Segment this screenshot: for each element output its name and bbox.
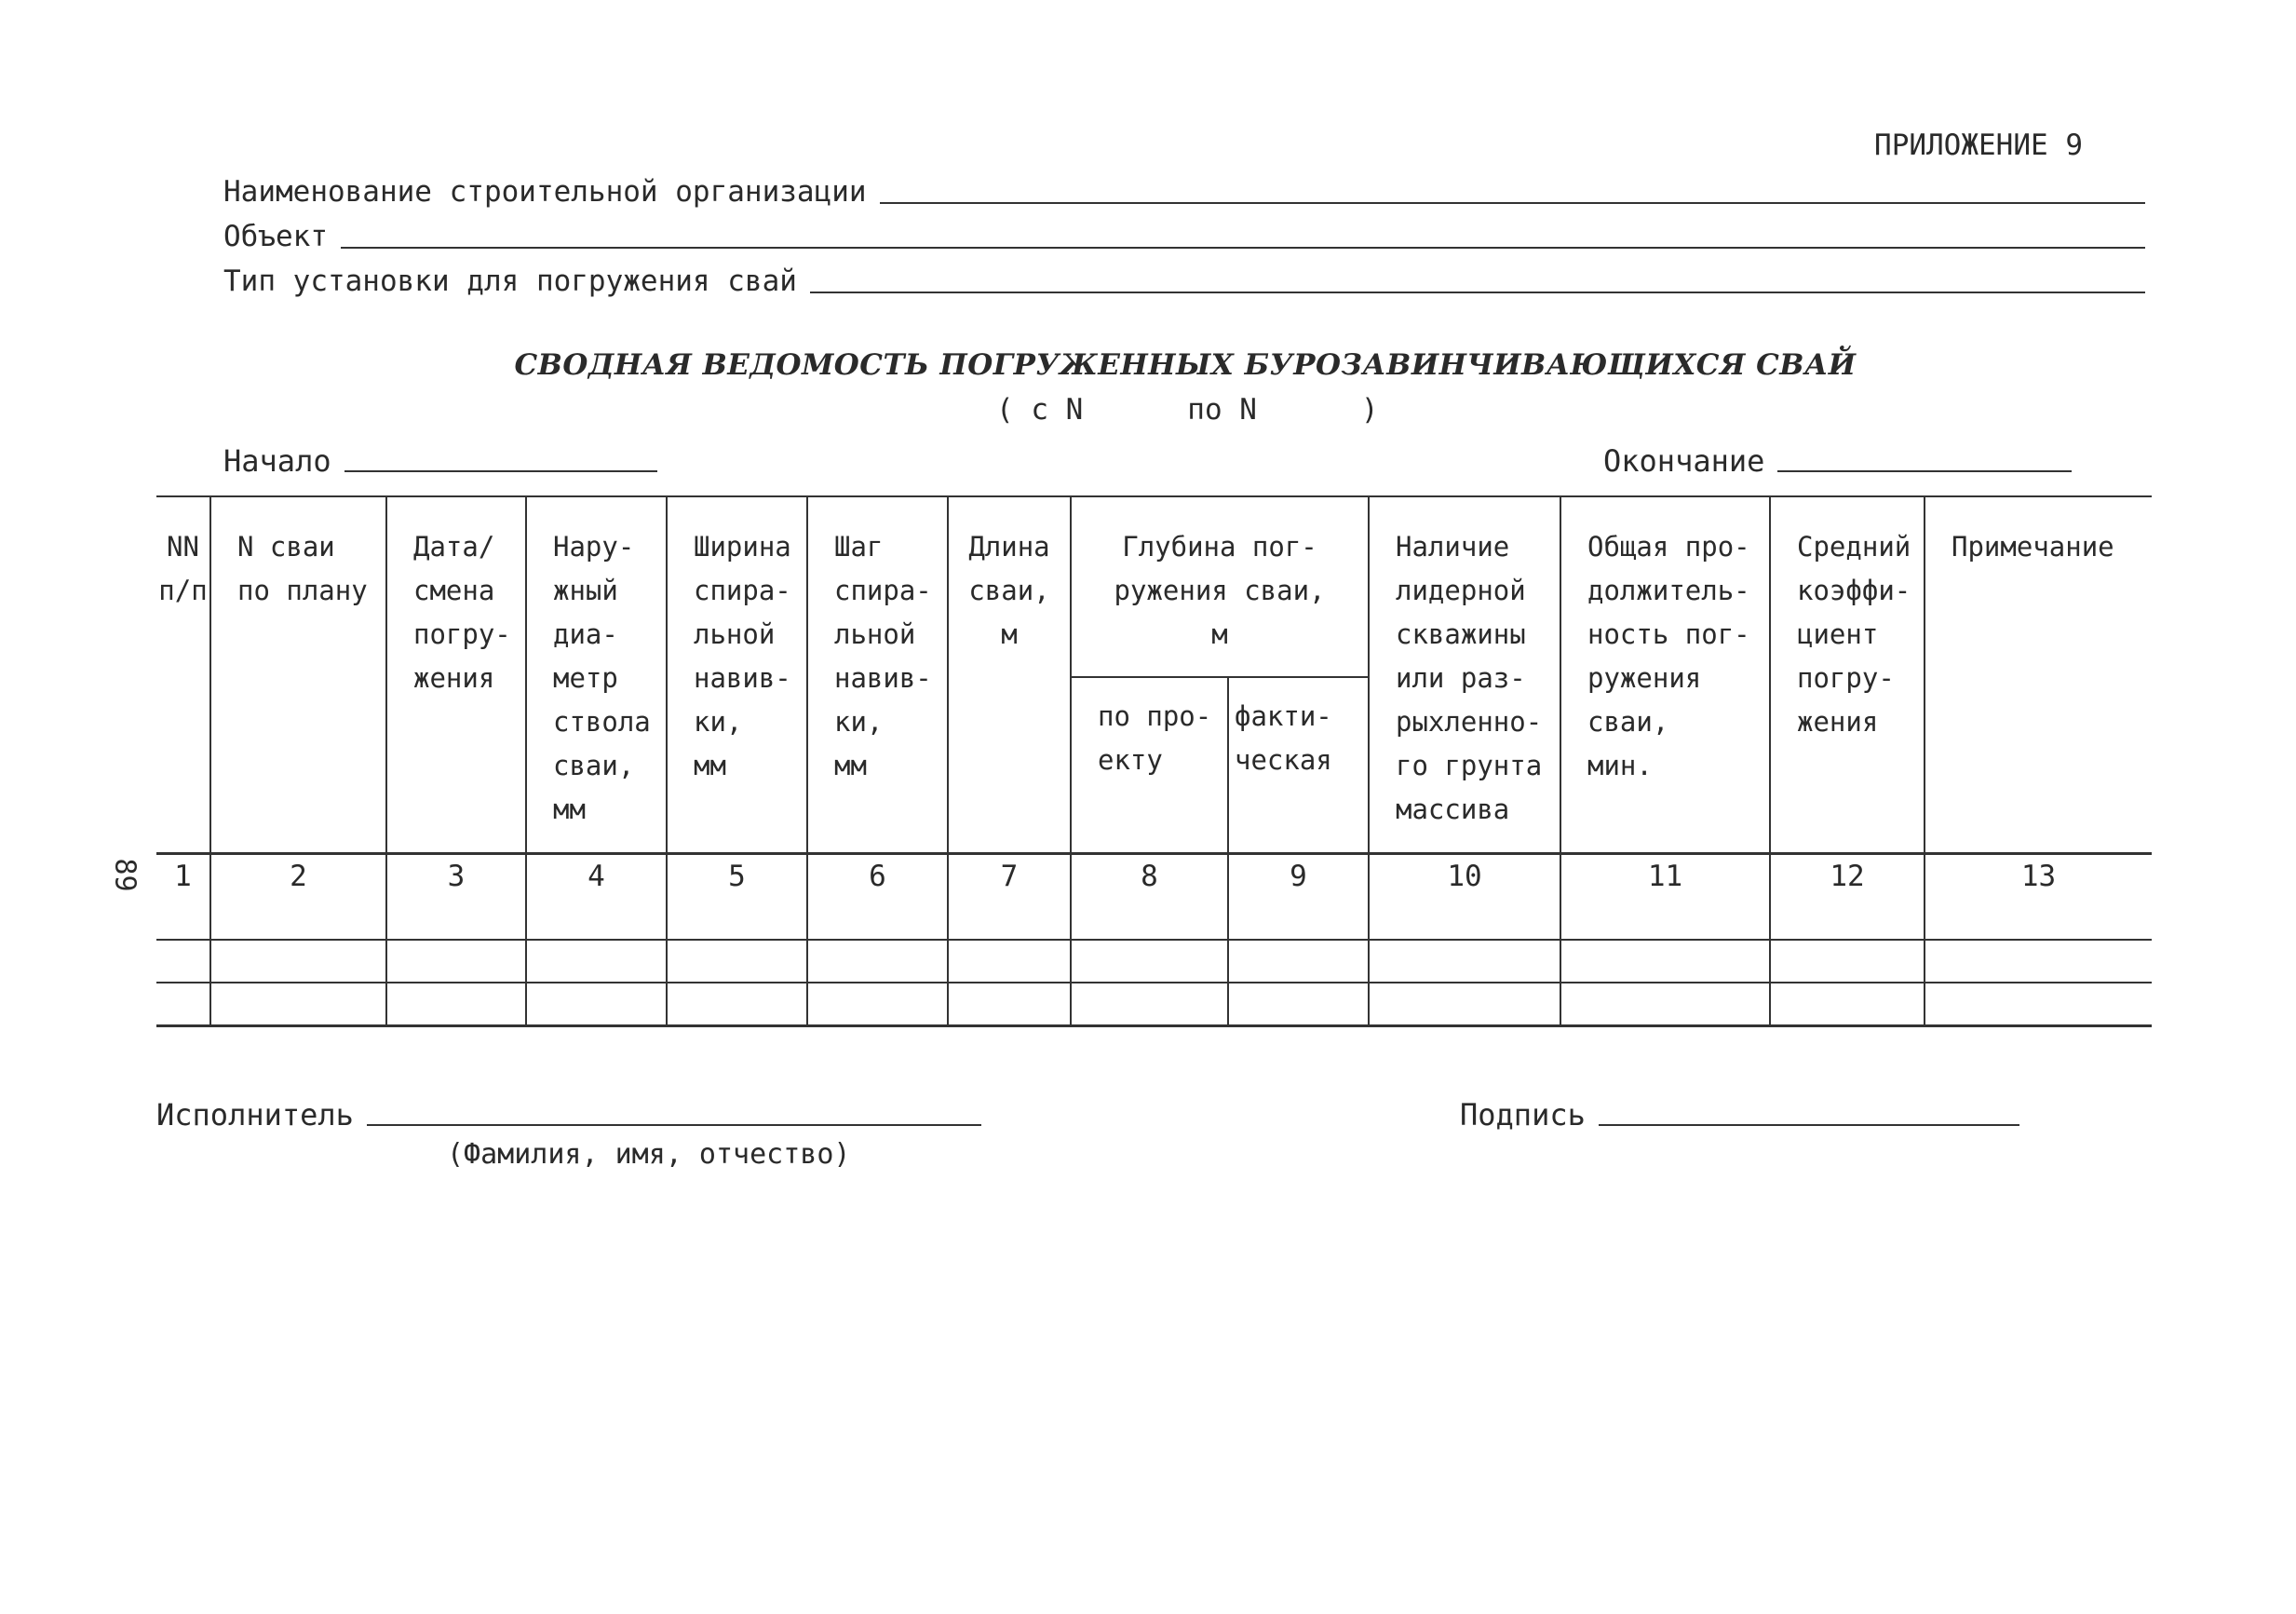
column-number: 13 [1925, 854, 2152, 941]
executor-line [367, 1124, 981, 1126]
organization-field [223, 170, 2145, 210]
signature-label: Подпись [1460, 1097, 1586, 1133]
column-number: 9 [1228, 854, 1369, 941]
table-cell[interactable] [807, 983, 948, 1026]
table-cell[interactable] [1560, 983, 1770, 1026]
table-cell[interactable] [807, 940, 948, 983]
header-cell: NN п/п [156, 496, 210, 854]
header-cell: Средний коэффи- циент погру- жения [1770, 496, 1925, 854]
header-cell: Общая про- должитель- ность пог- ружения сваи, мин. [1560, 496, 1770, 854]
column-number: 11 [1560, 854, 1770, 941]
rig-type-line [810, 292, 2145, 293]
column-number: 10 [1369, 854, 1560, 941]
rig-type-field [223, 259, 2145, 300]
end-label: Окончание [1603, 443, 1765, 479]
header-cell: Длина сваи, м [948, 496, 1071, 854]
column-number: 12 [1770, 854, 1925, 941]
column-number: 1 [156, 854, 210, 941]
table-cell[interactable] [210, 940, 386, 983]
rig-type-label: Тип установки для погружения свай [223, 264, 797, 298]
executor-hint: (Фамилия, имя, отчество) [447, 1138, 851, 1171]
column-number: 3 [386, 854, 526, 941]
table-cell[interactable] [1071, 983, 1228, 1026]
end-field [1603, 438, 2072, 479]
header-cell: Ширина спира- льной навив- ки, мм [667, 496, 807, 854]
table-cell[interactable] [1369, 983, 1560, 1026]
column-number: 4 [526, 854, 667, 941]
table-cell[interactable] [526, 983, 667, 1026]
table-cell[interactable] [948, 940, 1071, 983]
table-row [156, 940, 2152, 983]
object-line [341, 247, 2145, 249]
table-row [156, 983, 2152, 1026]
executor-label: Исполнитель [156, 1097, 354, 1133]
table-cell[interactable] [1770, 983, 1925, 1026]
object-field [223, 214, 2145, 255]
table-cell[interactable] [1228, 940, 1369, 983]
end-line [1777, 470, 2072, 472]
header-cell: Наличие лидерной скважины или раз- рыхленно- го грунта массива [1369, 496, 1560, 854]
table-cell[interactable] [210, 983, 386, 1026]
header-row [156, 496, 2152, 677]
signature-line [1599, 1124, 2019, 1126]
column-number: 7 [948, 854, 1071, 941]
summary-table [156, 495, 2152, 1027]
organization-line [880, 202, 2145, 204]
table-cell[interactable] [1560, 940, 1770, 983]
header-cell: Шаг спира- льной навив- ки, мм [807, 496, 948, 854]
page-number: 89 [108, 858, 142, 892]
start-label: Начало [223, 443, 331, 479]
table-cell[interactable] [386, 983, 526, 1026]
table-cell[interactable] [386, 940, 526, 983]
column-number: 5 [667, 854, 807, 941]
column-number: 8 [1071, 854, 1228, 941]
table-cell[interactable] [1228, 983, 1369, 1026]
document-subtitle: ( с N по N ) [996, 393, 1379, 427]
header-cell-group: Глубина пог- ружения сваи, м [1071, 496, 1369, 677]
header-cell: Примечание [1925, 496, 2152, 854]
appendix-label: ПРИЛОЖЕНИЕ 9 [1874, 129, 2083, 162]
table-cell[interactable] [1925, 983, 2152, 1026]
header-cell: по про- екту [1071, 677, 1228, 854]
start-line [344, 470, 657, 472]
object-label: Объект [223, 220, 328, 253]
column-number: 6 [807, 854, 948, 941]
header-cell: N сваи по плану [210, 496, 386, 854]
table-cell[interactable] [667, 983, 807, 1026]
table-cell[interactable] [526, 940, 667, 983]
table-cell[interactable] [156, 940, 210, 983]
document-title: СВОДНАЯ ВЕДОМОСТЬ ПОГРУЖЕННЫХ БУРОЗАВИНЧИВАЮЩИХСЯ СВАЙ [514, 348, 1857, 382]
column-number: 2 [210, 854, 386, 941]
executor-field [156, 1092, 981, 1133]
table-cell[interactable] [1071, 940, 1228, 983]
signature-field [1460, 1092, 2019, 1133]
table-cell[interactable] [1770, 940, 1925, 983]
organization-label: Наименование строительной организации [223, 175, 867, 209]
table-cell[interactable] [156, 983, 210, 1026]
table-cell[interactable] [1925, 940, 2152, 983]
table-cell[interactable] [667, 940, 807, 983]
column-number-row [156, 854, 2152, 941]
header-cell: Нару- жный диа- метр ствола сваи, мм [526, 496, 667, 854]
table-cell[interactable] [1369, 940, 1560, 983]
start-field [223, 438, 657, 479]
header-cell: факти- ческая [1228, 677, 1369, 854]
table-cell[interactable] [948, 983, 1071, 1026]
header-cell: Дата/ смена погру- жения [386, 496, 526, 854]
